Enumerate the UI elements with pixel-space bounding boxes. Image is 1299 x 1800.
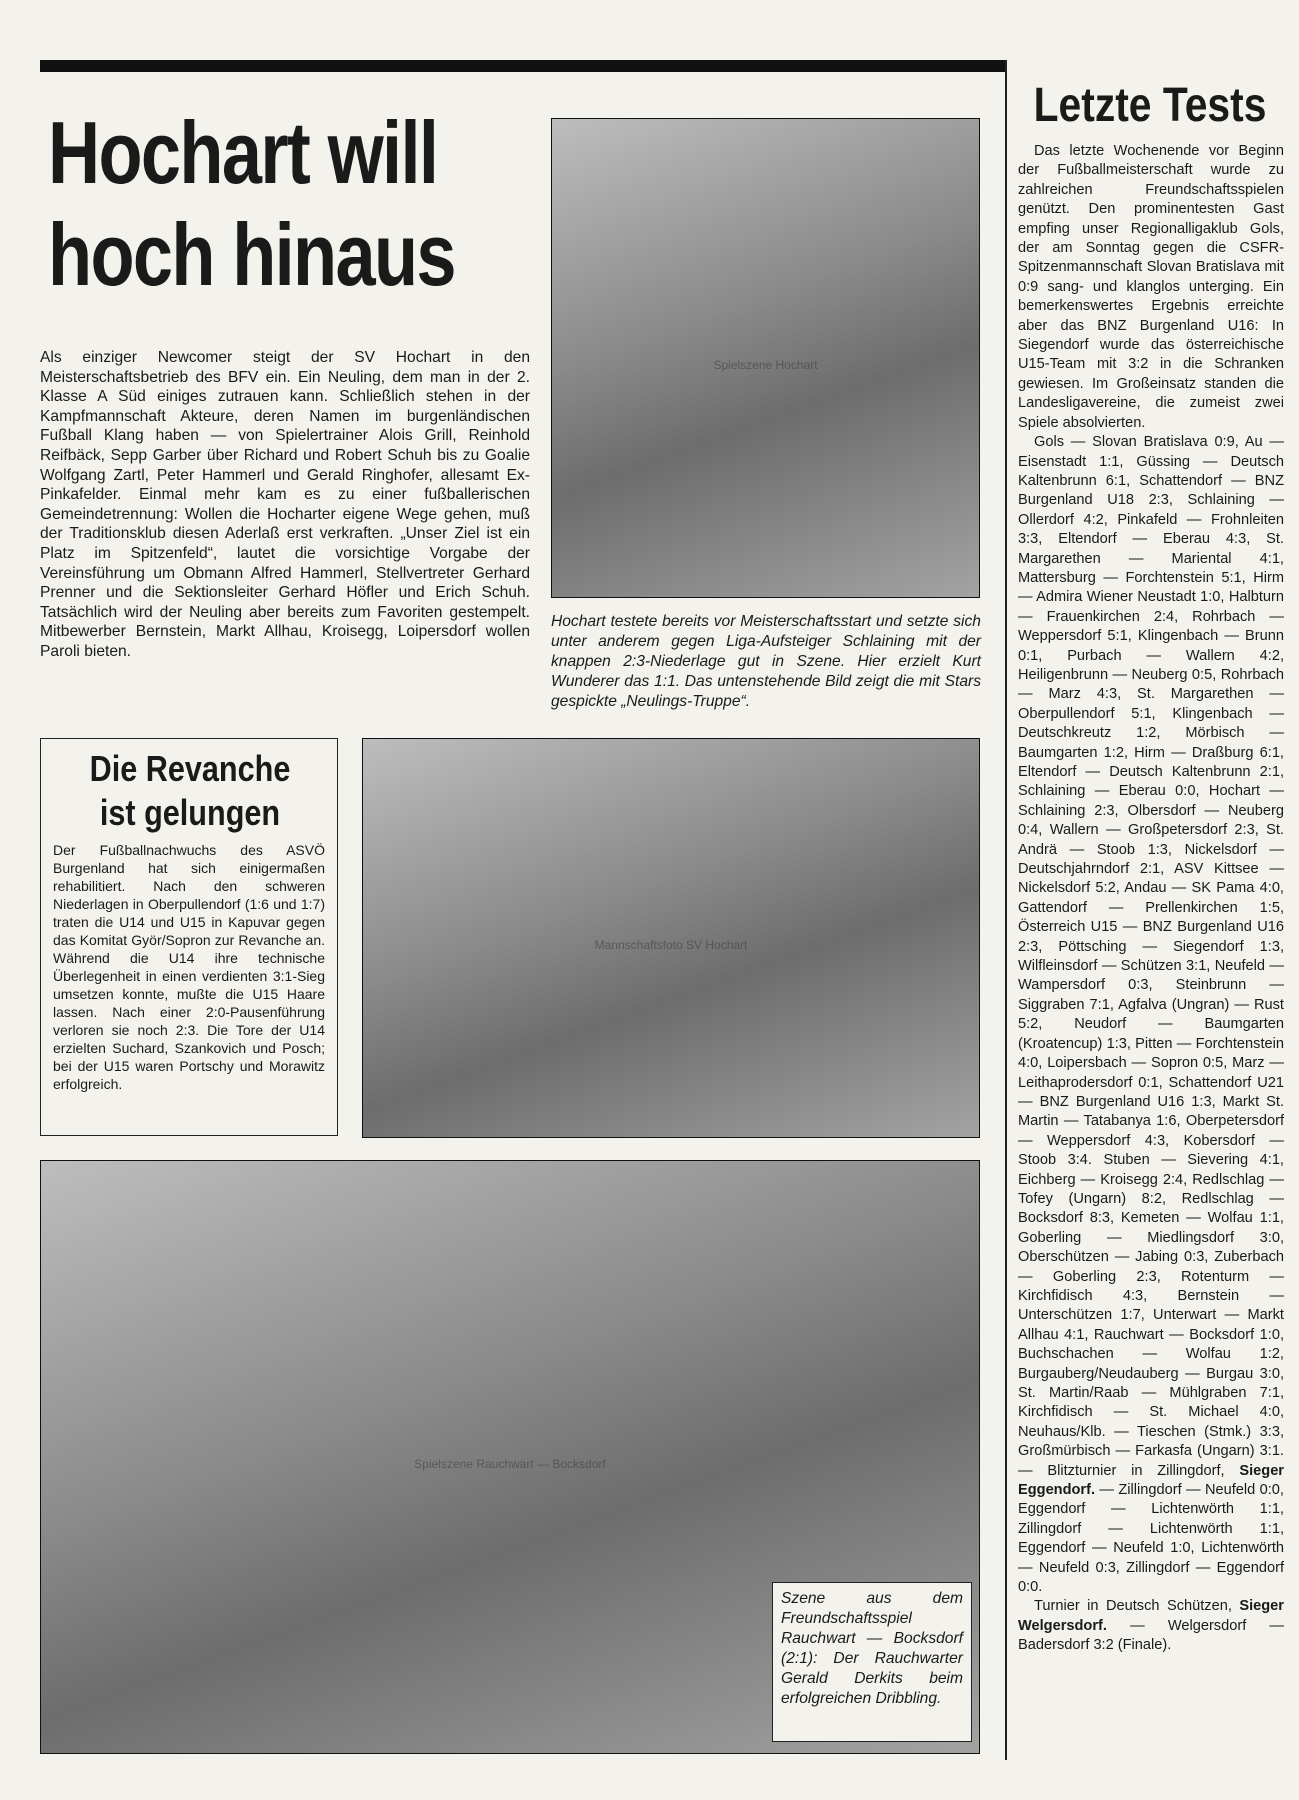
sidebar-turnier xyxy=(1018,1597,1284,1655)
top-rule xyxy=(40,60,1005,72)
photo-caption-top: Hochart testete bereits vor Meisterschaftsstart und setzte sich unter anderem gegen Liga-Aufsteiger Schlaining mit der knappen 2:3-Niederlage gut in Szene. Hier erzielt Kurt Wunderer das 1:1. Das untenstehende Bild zeigt die mit Stars gespickte „Neulings-Truppe“. xyxy=(551,613,981,710)
photo-match-label: Spielszene Rauchwart — Bocksdorf xyxy=(414,1457,606,1471)
headline-line-2: hoch hinaus xyxy=(48,205,455,304)
results-text-2: — Zillingdorf — Neufeld 0:0, Eggendorf — Lichtenwörth 1:1, Zillingdorf — Lichtenwörth 1:1, Eggendorf — Neufeld 1:0, Lichtenwörth — Neufeld 0:3, Zillingdorf — Eggendorf 0:0. xyxy=(1018,1482,1284,1596)
winner-1: Sieger Eggendorf. xyxy=(1018,1462,1284,1499)
main-article-body: Als einziger Newcomer steigt der SV Hochart in den Meisterschaftsbetrieb des BFV ein. Ein Neuling, dem man in der 2. Klasse A Süd einiges zutrauen kann. Schließlich stehen in der Kampfmannschaft Akteure, deren Namen im burgenländischen Fußball Klang haben — von Spielertrainer Alois Grill, Reinhold Reifbäck, Sepp Garber über Richard und Robert Schuh bis zu Goalie Wolfgang Zartl, Peter Hammerl und Gerald Ringhofer, allesamt Ex-Pinkafelder. Einmal mehr kam es zu einer fußballerischen Gemeindetrennung: Wollen die Hocharter eigene Wege gehen, muß der Traditionsklub diesen Aderlaß erst verkraften. „Unser Ziel ist ein Platz im Spitzenfeld“, lautet die vorsichtige Vorgabe der Vereinsführung um Obmann Alfred Hammerl, Stellvertreter Gerhard Prenner und die Sektionsleiter Gerhard Höfler und Erich Schuh. Tatsächlich wird der Neuling aber bereits zum Favoriten gestempelt. Mitbewerber Bernstein, Markt Allhau, Kroisegg, Loipersdorf wollen Paroli bieten. xyxy=(40,349,530,660)
photo-top-label: Spielszene Hochart xyxy=(713,358,818,372)
turnier-text: Turnier in Deutsch Schützen, xyxy=(1034,1598,1232,1615)
main-headline xyxy=(48,102,455,306)
sidebar-intro: Das letzte Wochenende vor Beginn der Fußballmeisterschaft wurde zu zahlreichen Freundschaftsspielen genützt. Den prominentesten Gast empfing unser Regionalligaklub Gols, der am Sonntag gegen die CSFR-Spitzenmannschaft Slovan Bratislava mit 0:9 sang- und klanglos unterging. Ein bemerkenswertes Ergebnis erreichte aber das BNZ Burgenland U16: In Siegendorf wurde das österreichische U15-Team mit 3:2 in die Schranken gewiesen. Im Großeinsatz standen die Landesligavereine, die zumeist zwei Spiele absolvierten. xyxy=(1018,143,1284,431)
sidebar-body xyxy=(1018,142,1284,1656)
sidebar-title: Letzte Tests xyxy=(1033,79,1267,132)
headline-line-1: Hochart will xyxy=(48,103,438,202)
revanche-headline xyxy=(63,747,316,835)
winner-2: Sieger Welgersdorf. xyxy=(1018,1598,1284,1634)
photo-team xyxy=(362,738,980,1138)
revanche-box xyxy=(40,738,338,1136)
sidebar-divider xyxy=(1005,60,1007,1760)
match-caption: Szene aus dem Freundschaftsspiel Rauchwart — Bocksdorf (2:1): Der Rauchwarter Gerald Derkits beim erfolgreichen Dribbling. xyxy=(772,1582,972,1742)
revanche-headline-line-1: Die Revanche xyxy=(89,748,291,789)
photo-match-action xyxy=(551,118,980,598)
results-text-3: — Welgersdorf — Badersdorf 3:2 (Finale). xyxy=(1018,1617,1284,1654)
revanche-body: Der Fußballnachwuchs des ASVÖ Burgenland hat sich einigermaßen rehabilitiert. Nach den schweren Niederlagen in Oberpullendorf (1:6 und 1:7) traten die U14 und U15 in Kapuvar gegen das Komitat Györ/Sopron zur Revanche an. Während die U14 ihre technische Überlegenheit in einen verdienten 3:1-Sieg umsetzen konnte, mußte die U15 Haare lassen. Nach einer 2:0-Pausenführung verloren sie noch 2:3. Die Tore der U14 erzielten Suchard, Szankovich und Posch; bei der U15 waren Portschy und Morawitz erfolgreich. xyxy=(53,842,325,1092)
sidebar-results xyxy=(1018,433,1284,1597)
results-text-1: Gols — Slovan Bratislava 0:9, Au — Eisenstadt 1:1, Güssing — Deutsch Kaltenbrunn 6:1, Schattendorf — BNZ Burgenland U18 2:3, Schlaining — Ollerdorf 4:2, Pinkafeld — Frohnleiten 3:3, Eltendorf — Eberau 4:3, St. Margarethen — Mariental 4:1, Mattersburg — Forchtenstein 5:1, Hirm — Admira Wiener Neustadt 1:0, Halbturn — Frauenkirchen 2:4, Rohrbach — Weppersdorf 5:1, Klingenbach — Brunn 0:1, Purbach — Wallern 4:2, Heiligenbrunn — Neuberg 0:5, Rohrbach — Marz 4:3, St. Margarethen — Oberpullendorf 5:1, Klingenbach — Deutschkreutz 1:2, Mörbisch — Baumgarten 1:2, Hirm — Draßburg 6:1, Eltendorf — Deutsch Kaltenbrunn 2:1, Schlaining — Eberau 0:0, Hochart — Schlaining 2:3, Olbersdorf — Neuberg 0:4, Wallern — Großpetersdorf 2:3, St. Andrä — Stoob 1:3, Nickelsdorf — Deutschjahrndorf 2:1, ASV Kittsee — Nickelsdorf 5:2, Andau — SK Pama 4:0, Gattendorf — Prellenkirchen 1:5, Österreich U15 — BNZ Burgenland U16 2:3, Pöttsching — Siegendorf 1:3, Wilfleinsdorf — Schützen 3:1, Neufeld — Wampersdorf 0:3, Steinbrunn — Siggraben 7:1, Agfalva (Ungran) — Rust 5:2, Neudorf — Baumgarten (Kroatencup) 1:3, Pitten — Forchtenstein 4:0, Loipersbach — Sopron 0:5, Marz — Leithaprodersdorf 0:1, Schattendorf U21 — BNZ Burgenland U16 1:3, Markt St. Martin — Tatabanya 1:6, Oberpetersdorf — Weppersdorf 4:3, Kobersdorf — Stoob 3:4. Stuben — Sievering 4:1, Eichberg — Kroisegg 2:4, Redlschlag — Tofey (Ungarn) 8:2, Redlschlag — Bocksdorf 8:3, Kemeten — Wolfau 1:1, Goberling — Miedlingsdorf 3:0, Oberschützen — Jabing 0:3, Zuberbach — Goberling 2:3, Rotenturm — Kirchfidisch 4:3, Bernstein — Unterschützen 1:7, Unterwart — Markt Allhau 4:1, Rauchwart — Bocksdorf 1:0, Buchschachen — Wolfau 1:2, Burgauberg/Neudauberg — Burgau 3:0, St. Martin/Raab — Mühlgraben 7:1, Kirchfidisch — St. Michael 4:0, Neuhaus/Klb. — Tieschen (Stmk.) 3:3, Großmürbisch — Farkasfa (Ungarn) 3:1. — Blitzturnier in Zillingdorf, xyxy=(1018,434,1284,1479)
photo-team-label: Mannschaftsfoto SV Hochart xyxy=(594,938,748,952)
revanche-headline-line-2: ist gelungen xyxy=(99,792,281,833)
